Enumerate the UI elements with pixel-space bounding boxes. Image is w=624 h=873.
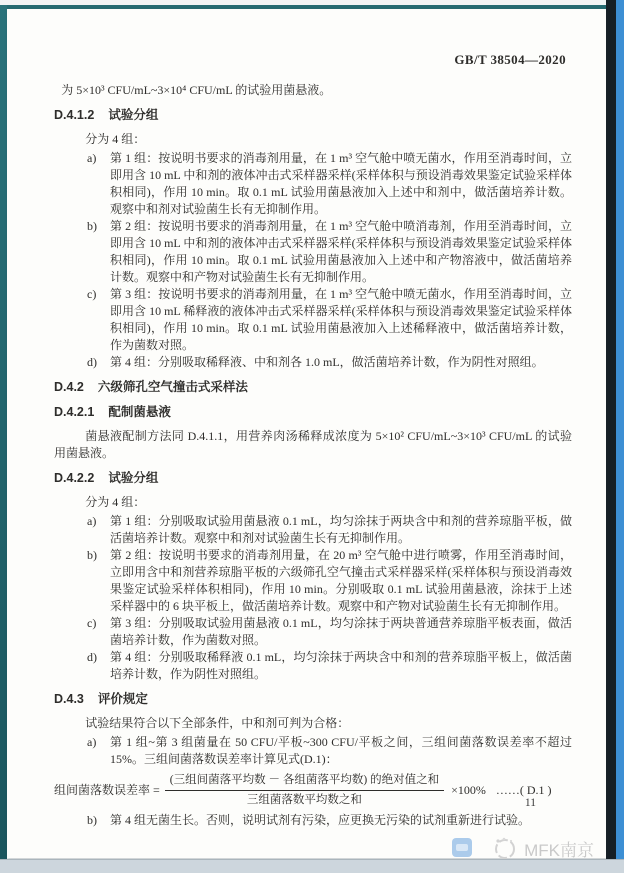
paragraph-d421: 菌悬液配制方法同 D.4.1.1，用营养肉汤稀释成浓度为 5×10² CFU/mL~3×10³ CFU/mL 的试验用菌悬液。: [54, 429, 572, 460]
list-item-text: 第 2 组：按说明书要求的消毒剂用量，在 20 m³ 空气舱中进行喷雾，作用至消毒时间，立即用含中和剂营养琼脂平板的六级筛孔空气撞击式采样器采样(采样体积与预设消毒效果鉴定试验采样体积相同)，作用 10 min。分别吸取 0.1 mL 试验用菌悬液，涂抹于上述采样器中的 6 块平板上，做活菌培养计数。观察中和产物对试验菌生长有无抑制作用。: [110, 548, 572, 613]
list-item-text: 第 4 组无菌生长。否则，说明试剂有污染，应更换无污染的试剂重新进行试验。: [110, 813, 531, 827]
list-item-label: d): [87, 650, 97, 664]
list-item-text: 第 1 组~第 3 组菌量在 50 CFU/平板~300 CFU/平板之间，三组间菌落数误差率不超过 15%。三组间菌落数误差率计算见式(D.1)：: [110, 735, 572, 766]
formula-d1: [54, 773, 572, 808]
section-number: D.4.2.2: [54, 471, 95, 485]
list-item: [54, 150, 572, 218]
scan-edge-blue-right: [616, 0, 624, 859]
section-heading-d422: [54, 470, 572, 487]
list-item-text: 第 4 组：分别吸取稀释液 0.1 mL，均匀涂抹于两块含中和剂的营养琼脂平板上，做活菌培养计数，作为阴性对照组。: [110, 650, 572, 681]
blue-badge-icon: [452, 838, 472, 857]
list-item-text: 第 3 组：按说明书要求的消毒剂用量，在 1 m³ 空气舱中喷无菌水，作用至消毒时间，立即用含 10 mL 稀释液的液体冲击式采样器采样(采样体积与预设消毒效果鉴定试验采样体积相同)，作用 10 min。取 0.1 mL 试验用菌悬液加入上述稀释液中，做活菌培养计数，作为菌数对照。: [110, 287, 572, 352]
formula-numerator: (三组间菌落平均数 － 各组菌落平均数) 的绝对值之和: [165, 773, 444, 791]
scan-edge-shadow-right: [606, 0, 616, 859]
scan-edge-bottom: [0, 859, 624, 873]
evaluation-intro: 试验结果符合以下全部条件，中和剂可判为合格：: [85, 716, 350, 730]
scan-edge-left: [0, 5, 7, 859]
list-item-text: 第 2 组：按说明书要求的消毒剂用量，在 1 m³ 空气舱中喷消毒剂，作用至消毒时间，立即用含 10 mL 中和剂的液体冲击式采样器采样(采样体积与预设消毒效果鉴定试验采样体积相同)，作用 10 min。取 0.1 mL 试验用菌悬液加入上述中和产物溶液中，做活菌培养计数。观察中和产物对试验菌生长有无抑制作用。: [110, 219, 572, 284]
list-item-label: a): [87, 735, 97, 749]
formula-fraction: [165, 773, 444, 808]
list-item-label: b): [87, 548, 97, 562]
formula-equation-number: ……( D.1 ): [495, 783, 552, 797]
list-item: [54, 354, 572, 371]
list-item-label: d): [87, 355, 97, 369]
list-item-label: c): [87, 287, 97, 301]
section-number: D.4.2.1: [54, 405, 95, 419]
list-item: [54, 649, 572, 683]
page-number: 11: [524, 797, 536, 809]
list-item-text: 第 3 组：分别吸取试验用菌悬液 0.1 mL，均匀涂抹于两块普通营养琼脂平板表面，做活菌培养计数，作为菌数对照。: [110, 616, 572, 647]
section-title: 配制菌悬液: [108, 405, 171, 419]
watermark-logo-icon: [492, 835, 518, 861]
section-heading-d43: [54, 691, 572, 708]
list-item-label: b): [87, 813, 97, 827]
list-item: [54, 812, 572, 829]
list-item-text: 第 1 组：按说明书要求的消毒剂用量，在 1 m³ 空气舱中喷无菌水，作用至消毒时间，立即用含 10 mL 中和剂的液体冲击式采样器采样(采样体积与预设消毒效果鉴定试验采样体积相同)，作用 10 min。取 0.1 mL 试验用菌悬液加入上述中和剂中，做活菌培养计数。观察中和剂对试验菌生长有无抑制作用。: [110, 151, 572, 216]
list-item: [54, 218, 572, 286]
document-page: [7, 9, 606, 858]
list-item: [54, 734, 572, 768]
section-number: D.4.2: [54, 380, 84, 394]
section-heading-d421: [54, 404, 572, 421]
section-number: D.4.1.2: [54, 108, 95, 122]
list-item: [54, 615, 572, 649]
list-item-text: 第 4 组：分别吸取稀释液、中和剂各 1.0 mL，做活菌培养计数，作为阴性对照组。: [110, 355, 544, 369]
watermark-text: MFK南京: [524, 840, 594, 860]
section-title: 六级筛孔空气撞击式采样法: [97, 380, 248, 394]
section-number: D.4.3: [54, 692, 84, 706]
list-item-label: a): [87, 514, 97, 528]
section-heading-d412: [54, 107, 572, 124]
formula-multiplier: ×100%: [451, 783, 486, 797]
list-item-label: b): [87, 219, 97, 233]
list-item-text: 第 1 组：分别吸取试验用菌悬液 0.1 mL，均匀涂抹于两块含中和剂的营养琼脂平板，做活菌培养计数。观察中和剂对试验菌生长有无抑制作用。: [110, 514, 572, 545]
formula-denominator: 三组菌落数平均数之和: [246, 794, 362, 806]
group-intro-d422: 分为 4 组：: [85, 495, 146, 509]
list-item-label: a): [87, 151, 97, 165]
section-title: 试验分组: [108, 471, 159, 485]
standard-code-header: GB/T 38504—2020: [454, 52, 566, 67]
list-item-label: c): [87, 616, 97, 630]
section-heading-d42: [54, 379, 572, 396]
section-title: 评价规定: [97, 692, 148, 706]
group-intro-d412: 分为 4 组：: [85, 132, 146, 146]
formula-lhs: 组间菌落数误差率 =: [54, 783, 160, 797]
list-item: [54, 547, 572, 615]
section-title: 试验分组: [108, 108, 159, 122]
list-item: [54, 286, 572, 354]
list-item: [54, 513, 572, 547]
watermark: [492, 835, 594, 861]
continued-paragraph: 为 5×10³ CFU/mL~3×10⁴ CFU/mL 的试验用菌悬液。: [61, 83, 332, 97]
